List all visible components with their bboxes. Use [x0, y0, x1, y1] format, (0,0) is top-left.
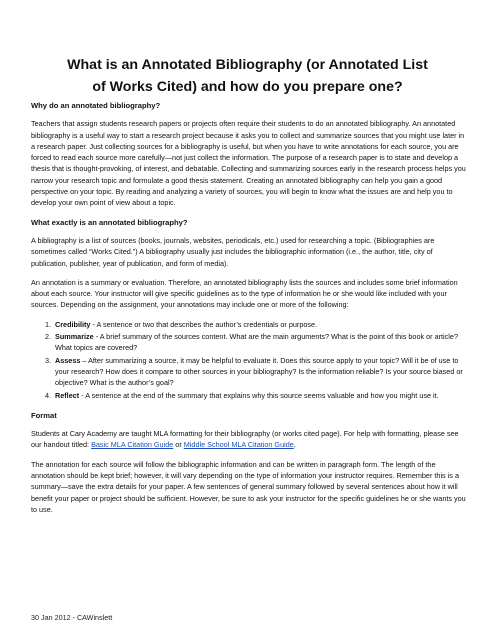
list-term: Reflect — [55, 390, 80, 400]
list-term: Summarize — [55, 332, 94, 342]
paragraph-bibliography-definition: A bibliography is a list of sources (books, journals, websites, periodicals, etc.) used for researching a topic. (Bibliographies are sometimes called “Works Cited.”) A bibliography usually just includes the bibliographic information (i.e., the author, title, city of publication, publisher, year of publication, and form of media). — [31, 235, 435, 268]
list-text: - A sentence or two that describes the author’s credentials or purpose. — [90, 319, 318, 329]
paragraph-why: Teachers that assign students research papers or projects often require their students to do an annotated bibliography. An annotated bibliography is a useful way to start a research project because it asks you to collect and summarize sources that you might use later in a research paper. Just collecting sources for a bibliography is useful, but when you have to write annotations for each source, you are forced to read each source more carefully—not just collect the information. The purpose of a research paper is to state and develop a thesis that is thought-provoking, of interest, and debatable. Collecting and summarizing sources early in the research process helps you narrow your research topic and formulate a good thesis statement. Creating an annotated bibliography can help you gain a good perspective on your topic. By reading and analyzing a variety of sources, you will begin to know what the issues are and help you to develop your own point of view about a topic. — [31, 119, 466, 208]
middle-school-mla-guide-link[interactable]: Middle School MLA Citation Guide — [183, 440, 294, 450]
section-heading-format: Format — [31, 410, 57, 420]
section-heading-why: Why do an annotated bibliography? — [31, 101, 161, 110]
list-text: – After summarizing a source, it may be helpful to evaluate it. Does this source apply to your topic? Will it be of use to your research? How does it compare to other sources in your bibliography? Is the information reliable? Is your source biased or objective? What is the author’s goal? — [55, 355, 463, 388]
list-term: Credibility — [55, 319, 91, 329]
basic-mla-guide-link[interactable]: Basic MLA Citation Guide — [91, 440, 174, 450]
paragraph-annotation-length: The annotation for each source will follow the bibliographic information and can be written in paragraph form. The length of the annotation should be kept brief; however, it will vary depending on the type of information your instructor requires. Remember this is a summary—save the extra details for your paper. A few sentences of general summary followed by several sentences about how it will benefit your paper or project should be sufficient. However, be sure to ask your instructor for the specific guidelines he or she wants you to use. — [31, 459, 466, 514]
list-item-assess — [53, 355, 467, 389]
list-term: Assess — [55, 355, 81, 365]
paragraph-format-mla — [31, 428, 467, 451]
format-text-before: Students at Cary Academy are taught MLA formatting for their bibliography (or works cited page). For help with formatting, please see our handout titled: — [31, 429, 459, 450]
list-text: - A brief summary of the sources content. What are the main arguments? What is the point of this book or article? What topics are covered? — [55, 332, 458, 353]
list-item-summarize — [53, 331, 467, 354]
list-item-credibility — [53, 319, 467, 330]
document-body — [31, 100, 467, 523]
format-text-after: . — [293, 440, 296, 450]
format-text-middle: or — [173, 440, 184, 450]
page-footer: 30 Jan 2012 - CAWinslett — [31, 613, 113, 622]
annotation-types-list — [31, 319, 467, 401]
section-heading-what: What exactly is an annotated bibliography? — [31, 217, 188, 227]
page-title: What is an Annotated Bibliography (or Annotated List of Works Cited) and how do you prepare one? — [67, 57, 428, 95]
paragraph-annotation-definition: An annotation is a summary or evaluation. Therefore, an annotated bibliography lists the sources and includes some brief information about each source. Your instructor will give specific guidelines as to the type of information he or she would like included with your sources. Depending on the assignment, your annotations may include one or more of the following: — [31, 277, 458, 310]
list-item-reflect — [53, 390, 467, 401]
list-text: - A sentence at the end of the summary that explains why this source seems valuable and how you might use it. — [79, 390, 439, 400]
